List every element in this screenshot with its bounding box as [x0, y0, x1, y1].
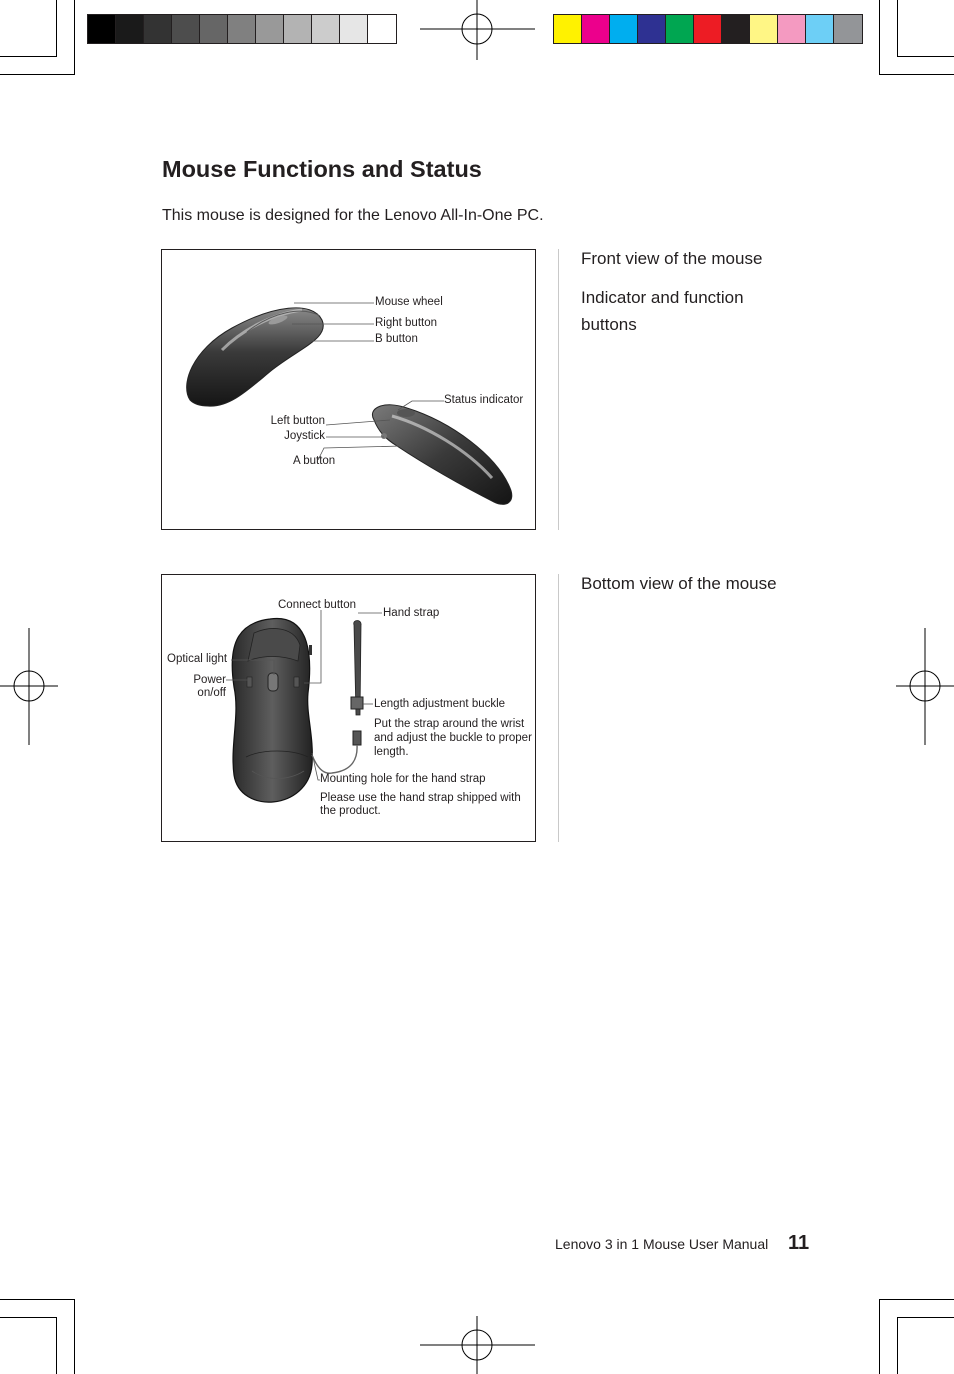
crop-mark	[897, 56, 954, 57]
crop-mark	[879, 1299, 954, 1300]
process-swatch	[638, 15, 666, 43]
bottom-view-figure	[161, 574, 536, 842]
process-swatch	[666, 15, 694, 43]
grayscale-swatch	[200, 15, 228, 43]
grayscale-swatch	[228, 15, 256, 43]
process-swatch	[750, 15, 778, 43]
crop-mark	[897, 1317, 898, 1374]
process-color-bar	[553, 14, 863, 44]
mouse-bottom-illustration	[232, 618, 312, 802]
label-length-buckle: Length adjustment buckle	[374, 698, 506, 710]
crop-mark	[56, 1317, 57, 1374]
mouse-top-illustration	[187, 308, 324, 406]
process-swatch	[554, 15, 582, 43]
footer-manual-title: Lenovo 3 in 1 Mouse User Manual	[555, 1236, 769, 1252]
label-a-button: A button	[293, 455, 336, 467]
crop-mark	[74, 0, 75, 75]
crop-mark	[0, 56, 57, 57]
label-mounting-hole-note: Please use the hand strap shipped with the product.	[320, 792, 521, 817]
grayscale-swatch	[256, 15, 284, 43]
grayscale-swatch	[116, 15, 144, 43]
bottom-view-caption: Bottom view of the mouse	[581, 574, 777, 593]
registration-mark-bottom	[420, 1316, 535, 1374]
grayscale-swatch	[312, 15, 340, 43]
crop-mark	[0, 1299, 75, 1300]
crop-mark	[0, 1317, 57, 1318]
grayscale-swatch	[340, 15, 368, 43]
grayscale-color-bar	[87, 14, 397, 44]
grayscale-swatch	[284, 15, 312, 43]
grayscale-swatch	[144, 15, 172, 43]
label-b-button: B button	[375, 333, 418, 345]
registration-mark-left	[0, 628, 58, 745]
label-joystick: Joystick	[284, 430, 325, 442]
label-optical-light: Optical light	[167, 653, 228, 665]
process-swatch	[582, 15, 610, 43]
process-swatch	[834, 15, 862, 43]
label-connect-button: Connect button	[278, 599, 357, 611]
process-swatch	[806, 15, 834, 43]
hand-strap-illustration	[312, 621, 363, 774]
registration-mark-top	[420, 0, 535, 60]
page-title: Mouse Functions and Status	[162, 156, 482, 182]
mouse-side-illustration	[372, 405, 511, 505]
process-swatch	[778, 15, 806, 43]
crop-mark	[0, 74, 75, 75]
indicator-caption: Indicator and function buttons	[581, 288, 744, 334]
intro-text: This mouse is designed for the Lenovo All-In-One PC.	[162, 207, 544, 224]
crop-mark	[879, 1299, 880, 1374]
front-view-figure	[161, 249, 536, 530]
column-divider	[558, 574, 559, 842]
grayscale-swatch	[88, 15, 116, 43]
crop-mark	[897, 1317, 954, 1318]
crop-mark	[74, 1299, 75, 1374]
label-mouse-wheel: Mouse wheel	[375, 296, 443, 308]
label-right-button: Right button	[375, 317, 438, 329]
label-left-button: Left button	[270, 415, 325, 427]
grayscale-swatch	[172, 15, 200, 43]
label-power: Power on/off	[193, 674, 226, 699]
registration-mark-right	[896, 628, 954, 745]
grayscale-swatch	[368, 15, 396, 43]
page-number: 11	[788, 1232, 810, 1254]
crop-mark	[879, 0, 880, 75]
process-swatch	[610, 15, 638, 43]
label-length-buckle-note: Put the strap around the wrist and adjust the buckle to proper length.	[374, 718, 532, 758]
process-swatch	[722, 15, 750, 43]
front-view-caption: Front view of the mouse	[581, 249, 763, 268]
process-swatch	[694, 15, 722, 43]
crop-mark	[897, 0, 898, 57]
label-status-indicator: Status indicator	[444, 394, 524, 406]
label-mounting-hole: Mounting hole for the hand strap	[320, 773, 486, 785]
crop-mark	[879, 74, 954, 75]
crop-mark	[56, 0, 57, 57]
column-divider	[558, 249, 559, 530]
label-hand-strap: Hand strap	[383, 607, 440, 619]
front-view-illustration	[162, 250, 537, 531]
